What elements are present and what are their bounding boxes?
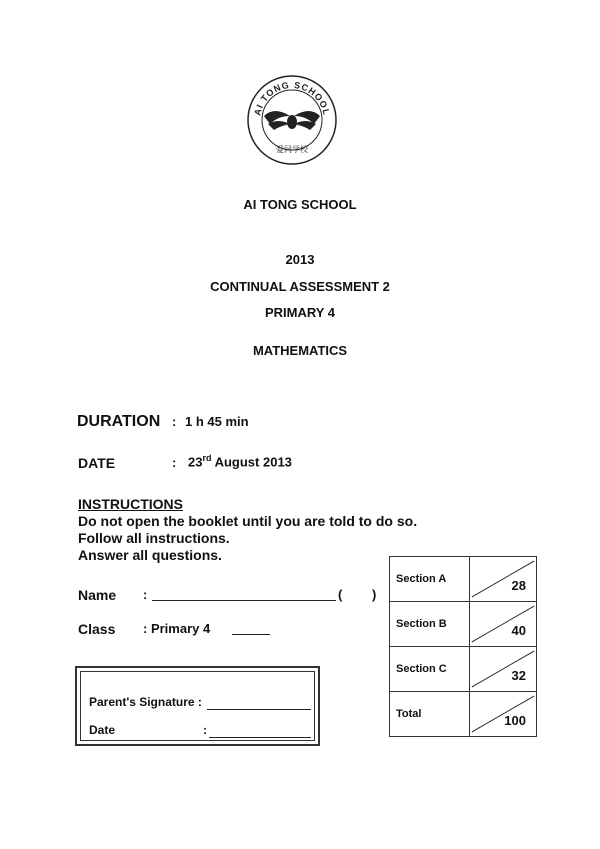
section-a-marks: 28 (511, 578, 526, 593)
section-c-label: Section C (390, 647, 470, 692)
section-a-label: Section A (390, 557, 470, 602)
school-logo (244, 72, 340, 168)
duration-colon: : (172, 414, 177, 429)
duration-value: 1 h 45 min (185, 414, 249, 429)
section-b-marks: 40 (511, 623, 526, 638)
name-colon: : (143, 587, 148, 602)
table-row (390, 647, 537, 692)
class-input[interactable] (232, 620, 270, 635)
total-label: Total (390, 692, 470, 737)
signature-date-label: Date (89, 723, 116, 737)
date-label: DATE (78, 455, 116, 471)
diagonal-line-icon (470, 647, 536, 691)
instruction-line: Follow all instructions. (78, 530, 230, 546)
parent-signature-input[interactable] (207, 695, 311, 710)
school-name: AI TONG SCHOOL (243, 197, 357, 212)
name-label: Name (78, 587, 117, 603)
table-row (390, 557, 537, 602)
signature-date-colon: : (203, 723, 207, 737)
signature-box (75, 666, 320, 746)
section-b-label: Section B (390, 602, 470, 647)
logo-text: AI TONG SCHOOL (252, 79, 332, 117)
diagonal-line-icon (470, 602, 536, 646)
section-a-score-cell[interactable] (470, 557, 537, 602)
diagonal-line-icon (470, 692, 536, 736)
table-row (390, 602, 537, 647)
section-b-score-cell[interactable] (470, 602, 537, 647)
table-row (390, 692, 537, 737)
section-c-score-cell[interactable] (470, 647, 537, 692)
signature-date-input[interactable] (209, 723, 311, 738)
index-number-input[interactable] (346, 586, 370, 600)
instruction-line: Answer all questions. (78, 547, 222, 563)
parent-signature-label: Parent's Signature : (89, 695, 202, 709)
diagonal-line-icon (470, 557, 536, 601)
assessment-title: CONTINUAL ASSESSMENT 2 (210, 279, 390, 294)
date-value: 23rd August 2013 (188, 453, 292, 470)
exam-year: 2013 (285, 252, 315, 267)
subject-title: MATHEMATICS (252, 343, 348, 358)
class-value: : Primary 4 (143, 621, 211, 636)
instruction-line: Do not open the booklet until you are told to do so. (78, 513, 418, 529)
logo-chinese-text: 爱同学校 (276, 145, 308, 154)
level-title: PRIMARY 4 (264, 305, 336, 320)
index-paren-close: ) (372, 587, 377, 602)
total-marks: 100 (504, 713, 526, 728)
score-table (389, 556, 537, 737)
signature-box-inner (80, 671, 315, 741)
duration-label: DURATION (77, 413, 161, 430)
instructions-heading: INSTRUCTIONS (78, 496, 183, 512)
section-c-marks: 32 (511, 668, 526, 683)
date-colon: : (172, 455, 177, 470)
class-label: Class (78, 621, 116, 637)
name-input[interactable] (152, 586, 336, 601)
total-score-cell[interactable] (470, 692, 537, 737)
index-paren-open: ( (338, 587, 343, 602)
